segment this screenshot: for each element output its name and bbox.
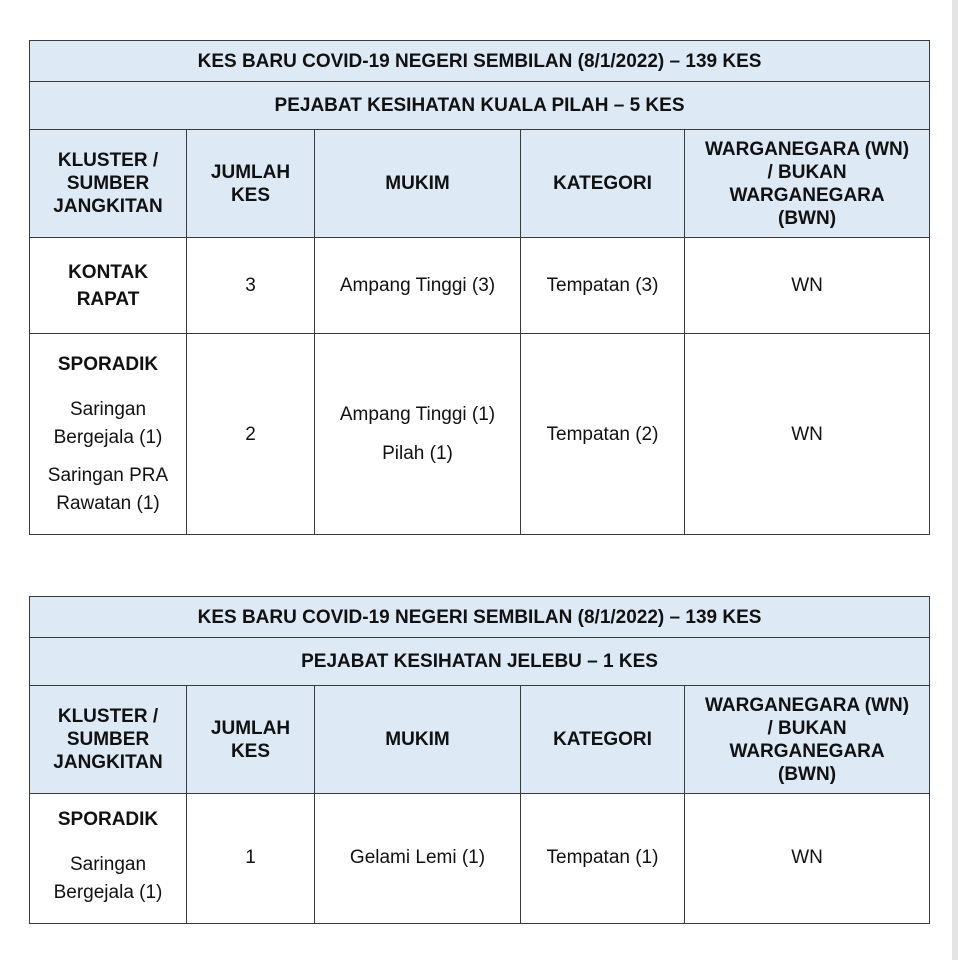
header-mukim: MUKIM — [315, 130, 521, 238]
count-cell: 1 — [187, 794, 315, 924]
header-count-line: KES — [230, 740, 271, 762]
header-cluster-line: KLUSTER / — [57, 706, 159, 727]
mukim-entry: Ampang Tinggi (1) — [339, 404, 496, 425]
citizen-cell: WN — [685, 238, 930, 334]
header-count — [187, 686, 315, 794]
cluster-cell — [30, 334, 187, 535]
table-row — [30, 794, 930, 924]
citizen-cell: WN — [685, 794, 930, 924]
header-count-line: KES — [230, 184, 271, 206]
header-citizen-line: / BUKAN — [767, 161, 847, 183]
header-citizen-line: WARGANEGARA — [729, 740, 885, 762]
cluster-title: SPORADIK — [57, 809, 159, 830]
mukim-cell — [315, 238, 521, 334]
table-subtitle: PEJABAT KESIHATAN JELEBU – 1 KES — [30, 638, 930, 686]
category-cell: Tempatan (3) — [521, 238, 685, 334]
table-title: KES BARU COVID-19 NEGERI SEMBILAN (8/1/2022) – 139 KES — [30, 597, 930, 638]
header-category: KATEGORI — [521, 130, 685, 238]
header-cluster-line: SUMBER — [66, 729, 150, 750]
cluster-source — [36, 396, 180, 452]
header-citizen — [685, 130, 930, 238]
cluster-source-line: Rawatan (1) — [56, 492, 160, 514]
header-category: KATEGORI — [521, 686, 685, 794]
header-citizen-line: WARGANEGARA — [729, 184, 885, 206]
cluster-title: SPORADIK — [57, 353, 159, 375]
header-cluster-line: JANGKITAN — [53, 752, 163, 773]
mukim-cell — [315, 334, 521, 535]
table-title: KES BARU COVID-19 NEGERI SEMBILAN (8/1/2022) – 139 KES — [30, 41, 930, 82]
count-cell: 3 — [187, 238, 315, 334]
header-cluster — [30, 130, 187, 238]
count-cell: 2 — [187, 334, 315, 535]
header-citizen — [685, 686, 930, 794]
case-table-jelebu — [29, 596, 930, 924]
mukim-entry: Ampang Tinggi (3) — [339, 275, 496, 296]
header-cluster-line: KLUSTER / — [57, 150, 159, 171]
header-cluster — [30, 686, 187, 794]
cluster-source — [36, 462, 180, 518]
header-count — [187, 130, 315, 238]
cluster-cell — [30, 794, 187, 924]
header-citizen-line: / BUKAN — [767, 717, 847, 739]
table-row — [30, 238, 930, 334]
mukim-cell — [315, 794, 521, 924]
header-count-line: JUMLAH — [210, 717, 291, 739]
citizen-cell: WN — [685, 334, 930, 535]
cluster-source-line: Saringan — [69, 854, 147, 875]
page-edge — [952, 0, 958, 960]
mukim-entry: Gelami Lemi (1) — [349, 847, 486, 868]
cluster-source-line: Bergejala (1) — [53, 882, 163, 903]
header-mukim: MUKIM — [315, 686, 521, 794]
cluster-source — [36, 851, 180, 907]
header-cluster-line: SUMBER — [66, 173, 150, 194]
cluster-title: KONTAK — [68, 261, 148, 283]
header-cluster-line: JANGKITAN — [53, 196, 163, 217]
table-subtitle: PEJABAT KESIHATAN KUALA PILAH – 5 KES — [30, 82, 930, 130]
cluster-cell — [30, 238, 187, 334]
header-citizen-line: (BWN) — [778, 207, 837, 229]
header-citizen-line: WARGANEGARA (WN) — [705, 694, 910, 716]
category-cell: Tempatan (1) — [521, 794, 685, 924]
case-table-kuala-pilah — [29, 40, 930, 535]
table-row — [30, 334, 930, 535]
header-citizen-line: WARGANEGARA (WN) — [705, 138, 910, 160]
cluster-source-line: Saringan — [69, 398, 147, 420]
mukim-entry: Pilah (1) — [382, 443, 453, 464]
cluster-source-line: Saringan PRA — [47, 464, 169, 486]
category-cell: Tempatan (2) — [521, 334, 685, 535]
header-citizen-line: (BWN) — [778, 763, 837, 785]
cluster-title: RAPAT — [76, 288, 140, 310]
cluster-source-line: Bergejala (1) — [53, 426, 163, 448]
header-count-line: JUMLAH — [210, 161, 291, 183]
